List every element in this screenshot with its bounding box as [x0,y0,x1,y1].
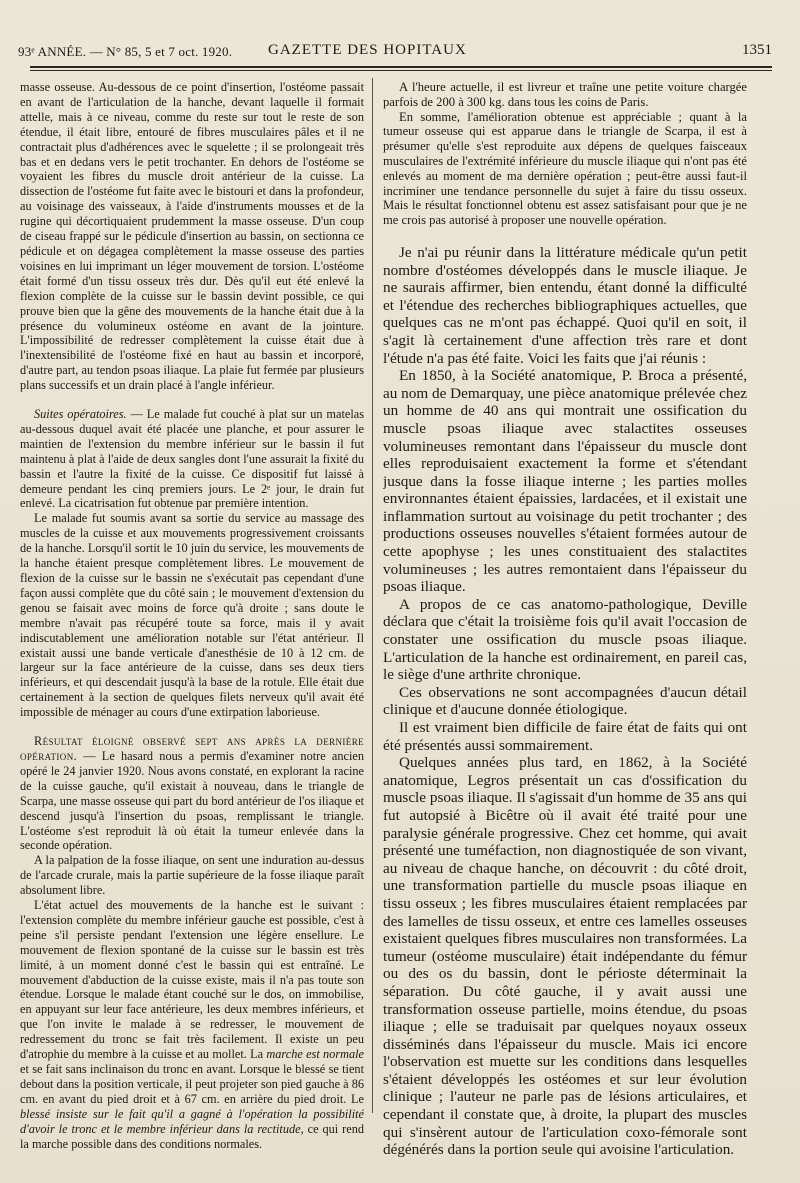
paragraph-text: et se fait sans inclinaison du tronc en avant. Lorsque le blessé se tient debout dans la position verticale, il peut projeter son pied gauche à 86 cm. en avant du pied droit et à 67 cm. en arrière du pied droit. Le [20,1062,364,1106]
paragraph-text: — Le malade fut couché à plat sur un matelas au-dessous duquel avait été placée une planche, et pour assurer le maintien de l'extension du membre inférieur sur le bassin il fut maintenu à plat à l'aide de deux sangles dont l'une assurait la fixité du bassin et l'autre la fixité de la cuisse. Ce dispositif fut laissé à demeure pendant les cinq premiers jours. Le 2ᵉ jour, le drain fut enlevé. La cicatrisation fut obtenue par première intention. [20,407,364,511]
paragraph: Quelques années plus tard, en 1862, à la Société anatomique, Legros présentait un cas d'ossification du muscle psoas iliaque. Il s'agissait d'un homme de 35 ans qui fut autopsié à Bicêtre où il avait été traité pour une paralysie générale progressive. Chez cet homme, qui avait présenté une tuméfaction, non diagnostiquée de son vivant, au niveau de chaque hanche, on découvrit : du côté droit, une transformation partielle du muscle psoas iliaque en tissu osseux ; les fibres musculaires étaient remplacées par des lamelles de tissu osseux, et entre ces lamelles osseuses existaient quelques fibres musculaires non transformées. La tumeur (ostéome musculaire) était indépendante du fémur ou des os du bassin, dont le périoste déterminait la séparation. Du côté gauche, il y avait aussi une transformation osseuse partielle, moins étendue, du psoas iliaque ; elle se traduisait par quelques noyaux osseux disséminés dans l'épaisseur du muscle. Mais ici encore l'observation est muette sur les conditions dans lesquelles s'étaient développés les ostéomes et sur leur évolution clinique ; l'auteur ne parle pas de lésions articulaires, et cependant il constate que, à droite, la plupart des muscles qui s'insèrent autour de l'articulation coxo-fémorale sont dégénérés dans la portion seule qui avoisine l'articulation. [383,754,747,1159]
paragraph: A propos de ce cas anatomo-pathologique, Deville déclara que c'était la troisième fois qu'il avait l'occasion de constater une ossification du muscle psoas iliaque. L'articulation de la hanche est ordinairement, en pareil cas, le siège d'une arthrite chronique. [383,595,747,684]
paragraph: A l'heure actuelle, il est livreur et traîne une petite voiture chargée parfois de 200 à 300 kg. dans tous les coins de Paris. [383,80,747,109]
paragraph-text: ce qui rend la marche possible dans des conditions normales. [20,1121,364,1151]
paragraph [20,407,364,511]
italic-text: blessé insiste sur le fait qu'il a gagné à l'opération la possibilité d'avoir le tronc et le membre inférieur dans la rectitude, [20,1106,364,1136]
paragraph: Il est vraiment bien difficile de faire état de faits qui ont été présentés aussi sommairement. [383,719,747,754]
journal-title: GAZETTE DES HOPITAUX [268,42,467,58]
paragraph: Ces observations ne sont accompagnées d'aucun détail clinique et d'aucune donnée étiologique. [383,683,747,719]
italic-text: marche est normale [266,1047,364,1062]
paragraph [20,898,364,1151]
paragraph: Je n'ai pu réunir dans la littérature médicale qu'un petit nombre d'ostéomes développés dans le muscle iliaque. Je ne saurais affirmer, bien entendu, étant donné la difficulté et l'étendue des recherches bibliographiques actuelles, que quelques cas ne m'ont pas échappé. Quoi qu'il en soit, il s'agit là certainement d'une affection très rare et dont l'étude n'a pas été faite. Voici les faits que j'ai réunis : [383,243,747,367]
issue-info: 93ᵉ ANNÉE. — N° 85, 5 et 7 oct. 1920. [18,44,233,59]
header-rule [30,66,772,71]
page-number: 1351 [742,42,772,58]
paragraph: Le malade fut soumis avant sa sortie du service au massage des muscles de la cuisse et aux mouvements progressivement croissants de la hanche. Lorsqu'il sortit le 10 juin du service, les mouvements de la hanche étaient presque complètement libres. Le mouvement de flexion de la cuisse sur le bassin ne s'exécutait pas cependant d'une façon aussi complète que du côté sain ; le mouvement d'extension du genou se faisait avec moins de force qu'à droite ; sans doute le membre n'avait pas récupéré toute sa force, mais il y avait indiscutablement une amélioration notable sur l'état antérieur. Il existait aussi une bande verticale d'anesthésie de 10 à 12 cm. de largeur sur la face antérieure de la cuisse, dans ses deux tiers inférieurs, et qui descendait jusqu'à la base de la rotule. Elle était due certainement à la section de quelques filets nerveux qu'il avait été impossible de ménager au cours d'une extirpation laborieuse. [20,511,364,720]
section-label: Suites opératoires. [34,407,127,422]
paragraph-text: — Le hasard nous a permis d'examiner notre ancien opéré le 24 janvier 1920. Nous avons constaté, en explorant la racine de la cuisse gauche, qu'il existait à nouveau, dans le triangle de Scarpa, une masse osseuse qui part du bord antérieur de l'os iliaque et descend jusqu'à l'insertion du psoas, remplissant le triangle. L'ostéome s'est reproduit là où était la tumeur enlevée dans la seconde opération. [20,748,364,853]
paragraph: En somme, l'amélioration obtenue est appréciable ; quant à la tumeur osseuse qui est apparue dans le triangle de Scarpa, il est à présumer qu'elle s'est reproduite aux dépens de quelques faisceaux musculaires de l'extrémité inférieure du muscle iliaque qui n'ont pas été enlevés au moment de ma dernière opération ; peut-être aussi faut-il incriminer une tendance personnelle du sujet à faire du tissu osseux. Mais le résultat fonctionnel obtenu est assez satisfaisant pour que je ne me crois pas autorisé à proposer une nouvelle opération. [383,109,747,228]
page-header [18,38,772,62]
section-heading: Résultat éloigné observé sept ans après la dernière opération. [20,734,364,763]
left-column [20,80,364,1167]
paragraph: masse osseuse. Au-dessous de ce point d'insertion, l'ostéome passait en avant de l'articulation de la hanche, devant laquelle il formait attelle, mais à ce niveau, comme du reste sur tout le reste de son étendue, il était libre, entouré de fibres musculaires pâles et il ne contractait plus d'adhérences avec le squelette ; il se prolongeait très bas et en dedans vers le petit trochanter. En dehors de l'ostéome se voyaient les fibres du muscle droit antérieur de la cuisse. La dissection de l'ostéome fut faite avec le bistouri et dans la profondeur, au voisinage des vaisseaux, à l'aide d'instruments mousses et de la rugine qui décortiquaient prudemment la masse osseuse. D'un coup de ciseau frappé sur le pédicule d'insertion au bassin, on sectionna ce pédicule et on dégagea complètement la masse osseuse des parties voisines en lui imprimant un léger mouvement de torsion. L'ostéome était formé d'un tissu osseux très dur. Dès qu'il eut été enlevé la flexion complète de la cuisse sur le bassin devint possible, ce qui prouve bien que la gêne des mouvements de la hanche était due à la présence du volumineux ostéome en avant de la jointure. L'impossibilité de redresser complètement la cuisse était due à l'inextensibilité de l'ostéome fixé en haut au bassin et incorporé, d'autre part, au tendon psoas iliaque. La plaie fut fermée par plusieurs plans successifs et un drain placé à l'angle inférieur. [20,80,364,393]
paragraph: A la palpation de la fosse iliaque, on sent une induration au-dessus de l'arcade crurale, mais la partie supérieure de la fosse iliaque paraît absolument libre. [20,853,364,898]
column-divider [372,78,373,1113]
paragraph [20,734,364,853]
right-column [383,80,747,1167]
paragraph: En 1850, à la Société anatomique, P. Broca a présenté, au nom de Demarquay, une pièce anatomique prélevée chez un homme de 40 ans qui montrait une ossification du muscle psoas iliaque avec stalactites osseuses volumineuses remontant dans l'épaisseur du muscle dont elles reproduisaient exactement la forme et s'étendant jusque dans la fosse iliaque interne ; les parties molles environnantes étaient épaissies, lardacées, et il existait une inflammation surtout au voisinage du petit trochanter ; des productions osseuses nouvelles s'étaient formées autour de cette apophyse ; les unes constituaient des stalactites volumineuses ; les autres remontaient dans l'épaisseur du psoas iliaque. [383,367,747,596]
paragraph-text: L'état actuel des mouvements de la hanche est le suivant : l'extension complète du membre inférieur gauche est possible, c'est à peine s'il persiste pendant l'extension une légère ensellure. Le mouvement de flexion spontané de la cuisse sur le bassin est très limité, à un moment donné c'est le bassin qui est entraîné. Le mouvement d'abduction de la cuisse existe, mais il n'a pas toute son étendue. Lorsque le malade étant couché sur le dos, on immobilise, en appuyant sur leur face antérieure, les deux membres inférieurs, et que l'on invite le malade à se redresser, le mouvement de redressement du tronc se fait très facilement. Il existe un peu d'atrophie du membre à la cuisse et au mollet. La [20,898,364,1062]
